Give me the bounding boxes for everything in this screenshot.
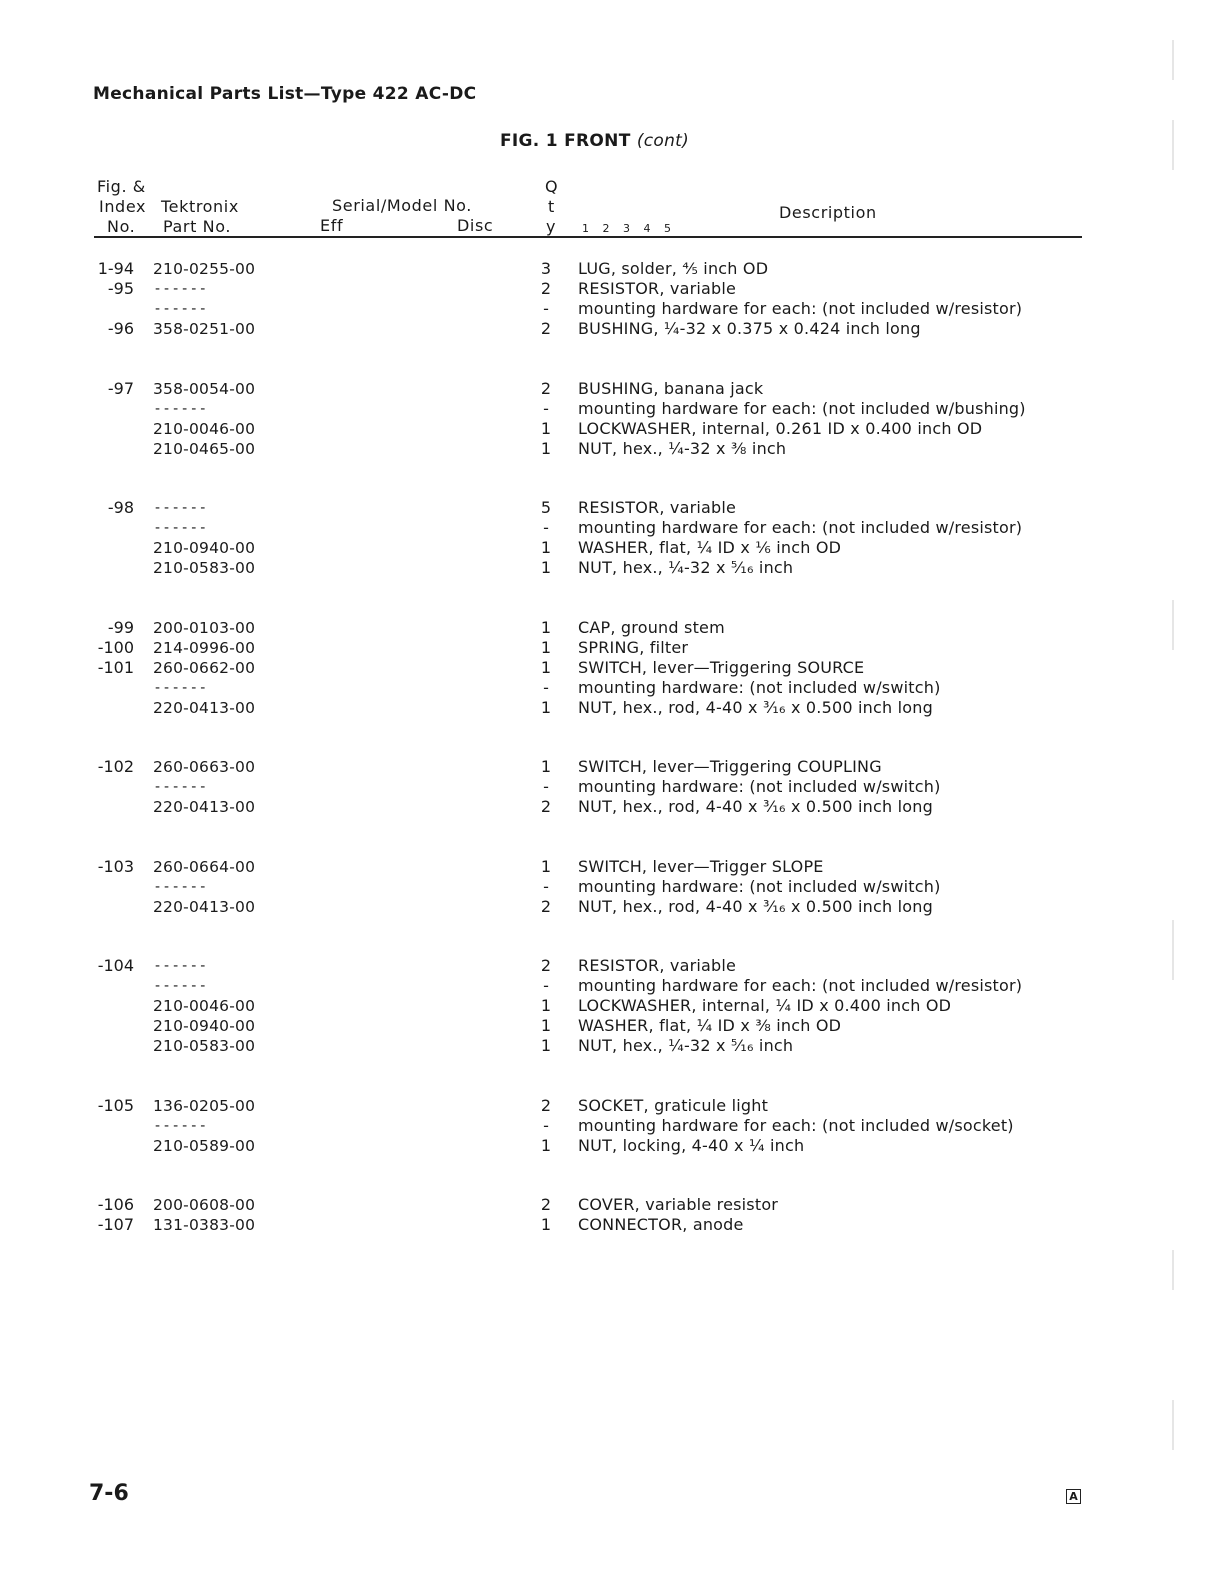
figure-title	[500, 131, 689, 151]
table-row	[0, 1096, 1229, 1116]
description-cell: RESISTOR, variable	[578, 956, 737, 975]
part-number-cell: 214-0996-00	[153, 638, 256, 657]
description-cell: LUG, solder, ⅘ inch OD	[578, 259, 769, 278]
quantity-cell: 1	[540, 1016, 552, 1035]
col-fig-index-line2: Index	[99, 197, 147, 216]
quantity-cell: -	[543, 398, 549, 418]
part-number-cell: ------	[155, 400, 210, 417]
quantity-cell: 2	[540, 896, 552, 916]
part-number-cell: 210-0046-00	[153, 419, 256, 438]
description-cell: CAP, ground stem	[578, 617, 725, 637]
index-cell: -96	[107, 319, 134, 338]
parts-group	[0, 379, 1229, 459]
quantity-cell: 1	[540, 856, 552, 876]
figure-title-suffix: (cont)	[636, 131, 690, 151]
description-cell: NUT, hex., rod, 4-40 x ³⁄₁₆ x 0.500 inch long	[578, 697, 933, 717]
table-row	[0, 399, 1229, 419]
quantity-cell: 2	[540, 319, 552, 338]
header-rule	[94, 236, 1082, 238]
quantity-cell: 1	[540, 697, 552, 717]
quantity-cell: 1	[540, 637, 552, 657]
quantity-cell: -	[543, 299, 549, 318]
table-row	[0, 1016, 1229, 1036]
edge-mark	[1172, 40, 1174, 80]
index-cell: -99	[107, 617, 134, 637]
quantity-cell: -	[543, 518, 549, 537]
col-fig-index-line1: Fig. &	[97, 177, 146, 196]
table-row	[0, 538, 1229, 558]
index-cell: -107	[97, 1215, 134, 1234]
table-row	[0, 956, 1229, 976]
part-number-cell: ------	[155, 281, 210, 297]
description-cell: NUT, locking, 4-40 x ¼ inch	[578, 1135, 805, 1155]
description-cell: SWITCH, lever—Triggering COUPLING	[578, 757, 882, 776]
col-fig-index-line3: No.	[107, 217, 136, 236]
table-row	[0, 976, 1229, 996]
col-description: Description	[779, 203, 877, 222]
parts-list	[0, 259, 1229, 1275]
index-cell: -102	[97, 757, 134, 776]
quantity-cell: 1	[540, 1036, 552, 1055]
part-number-cell: ------	[155, 301, 210, 317]
col-serial-eff: Eff	[320, 216, 344, 235]
parts-group	[0, 757, 1229, 817]
index-cell: -106	[97, 1195, 134, 1214]
quantity-cell: 2	[540, 1095, 552, 1115]
quantity-cell: 1	[540, 617, 552, 637]
table-row	[0, 518, 1229, 538]
part-number-cell: 210-0583-00	[153, 559, 256, 577]
index-cell: -97	[107, 378, 134, 398]
description-cell: BUSHING, ¼-32 x 0.375 x 0.424 inch long	[578, 319, 921, 338]
index-cell: -95	[107, 279, 134, 298]
table-row	[0, 279, 1229, 299]
quantity-cell: 1	[540, 1215, 552, 1234]
description-cell: NUT, hex., rod, 4-40 x ³⁄₁₆ x 0.500 inch long	[578, 896, 933, 916]
col-qty-t: t	[548, 197, 555, 216]
quantity-cell: -	[543, 1115, 549, 1135]
quantity-cell: 1	[540, 657, 552, 677]
quantity-cell: 2	[540, 956, 552, 975]
quantity-cell: 1	[540, 1135, 552, 1155]
part-number-cell: 358-0054-00	[153, 379, 256, 398]
table-row	[0, 419, 1229, 439]
quantity-cell: 5	[540, 498, 552, 517]
edge-mark	[1172, 600, 1174, 650]
parts-group	[0, 1195, 1229, 1235]
parts-group	[0, 1096, 1229, 1156]
description-cell: NUT, hex., ¼-32 x ⅜ inch	[578, 438, 787, 458]
part-number-cell: 210-0940-00	[153, 539, 256, 557]
table-row	[0, 777, 1229, 797]
table-row	[0, 379, 1229, 399]
part-number-cell: ------	[155, 1117, 210, 1134]
table-row	[0, 259, 1229, 279]
index-cell: 1-94	[97, 259, 134, 278]
part-number-cell: ------	[155, 520, 210, 536]
parts-group	[0, 956, 1229, 1056]
quantity-cell: 1	[540, 757, 552, 776]
parts-group	[0, 498, 1229, 578]
part-number-cell: 200-0608-00	[153, 1196, 256, 1214]
table-row	[0, 1136, 1229, 1156]
part-number-cell: ------	[155, 978, 210, 994]
quantity-cell: 2	[540, 797, 552, 816]
description-cell: SWITCH, lever—Triggering SOURCE	[578, 657, 865, 677]
quantity-cell: 1	[540, 538, 552, 557]
description-cell: RESISTOR, variable	[578, 279, 737, 298]
table-row	[0, 1215, 1229, 1235]
table-row	[0, 877, 1229, 897]
description-cell: mounting hardware: (not included w/switch)	[578, 777, 941, 796]
part-number-cell: 210-0589-00	[153, 1136, 256, 1155]
description-cell: SWITCH, lever—Trigger SLOPE	[578, 856, 824, 876]
description-cell: WASHER, flat, ¼ ID x ⅜ inch OD	[578, 1016, 842, 1035]
description-cell: LOCKWASHER, internal, 0.261 ID x 0.400 inch OD	[578, 418, 983, 438]
parts-group	[0, 259, 1229, 339]
part-number-cell: 358-0251-00	[153, 320, 256, 338]
table-row	[0, 897, 1229, 917]
index-cell: -101	[97, 657, 134, 677]
part-number-cell: ------	[155, 878, 210, 895]
quantity-cell: 1	[540, 418, 552, 438]
part-number-cell: 260-0662-00	[153, 658, 256, 677]
part-number-cell: ------	[155, 679, 210, 696]
description-cell: BUSHING, banana jack	[578, 378, 764, 398]
index-cell: -100	[97, 637, 134, 657]
description-cell: mounting hardware: (not included w/switch)	[578, 876, 941, 896]
quantity-cell: 2	[540, 378, 552, 398]
part-number-cell: 220-0413-00	[153, 897, 256, 916]
quantity-cell: 2	[540, 1195, 552, 1214]
col-tektronix-line2: Part No.	[163, 217, 232, 236]
table-row	[0, 1116, 1229, 1136]
description-cell: mounting hardware for each: (not included w/resistor)	[578, 976, 1023, 995]
description-cell: WASHER, flat, ¼ ID x ⅙ inch OD	[578, 538, 842, 557]
quantity-cell: 1	[540, 996, 552, 1015]
table-row	[0, 857, 1229, 877]
edge-mark	[1172, 120, 1174, 170]
description-cell: CONNECTOR, anode	[578, 1215, 744, 1234]
description-cell: COVER, variable resistor	[578, 1195, 779, 1214]
description-cell: mounting hardware for each: (not included w/bushing)	[578, 398, 1026, 418]
parts-group	[0, 618, 1229, 718]
quantity-cell: -	[543, 876, 549, 896]
description-cell: mounting hardware for each: (not included w/resistor)	[578, 518, 1023, 537]
table-row	[0, 638, 1229, 658]
col-serial-disc: Disc	[457, 216, 494, 235]
edge-mark	[1172, 920, 1174, 980]
part-number-cell: 210-0046-00	[153, 997, 256, 1015]
table-row	[0, 698, 1229, 718]
description-cell: NUT, hex., ¼-32 x ⁵⁄₁₆ inch	[578, 558, 794, 577]
part-number-cell: 220-0413-00	[153, 798, 256, 816]
table-row	[0, 797, 1229, 817]
figure-title-main: FIG. 1 FRONT	[500, 131, 631, 151]
quantity-cell: -	[543, 777, 549, 796]
page-number: 7-6	[89, 1481, 129, 1506]
table-row	[0, 1036, 1229, 1056]
index-cell: -104	[97, 956, 134, 975]
table-row	[0, 498, 1229, 518]
page-title: Mechanical Parts List—Type 422 AC-DC	[93, 84, 477, 104]
table-row	[0, 1195, 1229, 1215]
part-number-cell: 210-0940-00	[153, 1017, 256, 1035]
part-number-cell: 210-0255-00	[153, 260, 256, 278]
quantity-cell: 3	[540, 259, 552, 278]
description-cell: SOCKET, graticule light	[578, 1095, 769, 1115]
part-number-cell: 260-0663-00	[153, 758, 256, 776]
description-cell: mounting hardware for each: (not included w/resistor)	[578, 299, 1023, 318]
part-number-cell: 260-0664-00	[153, 857, 256, 876]
quantity-cell: 1	[540, 438, 552, 458]
description-cell: mounting hardware: (not included w/switch)	[578, 677, 941, 697]
table-row	[0, 319, 1229, 339]
table-row	[0, 757, 1229, 777]
table-row	[0, 439, 1229, 459]
quantity-cell: -	[543, 976, 549, 995]
part-number-cell: 210-0465-00	[153, 439, 256, 458]
description-cell: SPRING, filter	[578, 637, 689, 657]
quantity-cell: 2	[540, 279, 552, 298]
table-row	[0, 618, 1229, 638]
description-cell: RESISTOR, variable	[578, 498, 737, 517]
table-row	[0, 678, 1229, 698]
description-cell: mounting hardware for each: (not included w/socket)	[578, 1115, 1014, 1135]
table-row	[0, 996, 1229, 1016]
edge-mark	[1172, 1250, 1174, 1290]
part-number-cell: ------	[155, 958, 210, 974]
description-cell: NUT, hex., rod, 4-40 x ³⁄₁₆ x 0.500 inch long	[578, 797, 933, 816]
part-number-cell: 210-0583-00	[153, 1037, 256, 1055]
quantity-cell: 1	[540, 558, 552, 577]
part-number-cell: 200-0103-00	[153, 618, 256, 637]
part-number-cell: 136-0205-00	[153, 1096, 256, 1115]
table-row	[0, 558, 1229, 578]
col-serial-model: Serial/Model No.	[332, 196, 472, 215]
col-indent-digits: 1 2 3 4 5	[582, 222, 676, 235]
quantity-cell: -	[543, 677, 549, 697]
edge-mark	[1172, 1400, 1174, 1450]
table-row	[0, 299, 1229, 319]
index-cell: -98	[107, 498, 134, 517]
index-cell: -103	[97, 856, 134, 876]
col-qty-q: Q	[545, 177, 559, 196]
part-number-cell: 220-0413-00	[153, 698, 256, 717]
part-number-cell: ------	[155, 779, 210, 795]
col-qty-y: y	[546, 217, 557, 236]
col-tektronix-line1: Tektronix	[161, 197, 239, 216]
description-cell: NUT, hex., ¼-32 x ⁵⁄₁₆ inch	[578, 1036, 794, 1055]
index-cell: -105	[97, 1095, 134, 1115]
parts-group	[0, 857, 1229, 917]
revision-badge: A	[1066, 1489, 1081, 1504]
part-number-cell: ------	[155, 500, 210, 516]
part-number-cell: 131-0383-00	[153, 1216, 256, 1234]
description-cell: LOCKWASHER, internal, ¼ ID x 0.400 inch OD	[578, 996, 952, 1015]
table-row	[0, 658, 1229, 678]
